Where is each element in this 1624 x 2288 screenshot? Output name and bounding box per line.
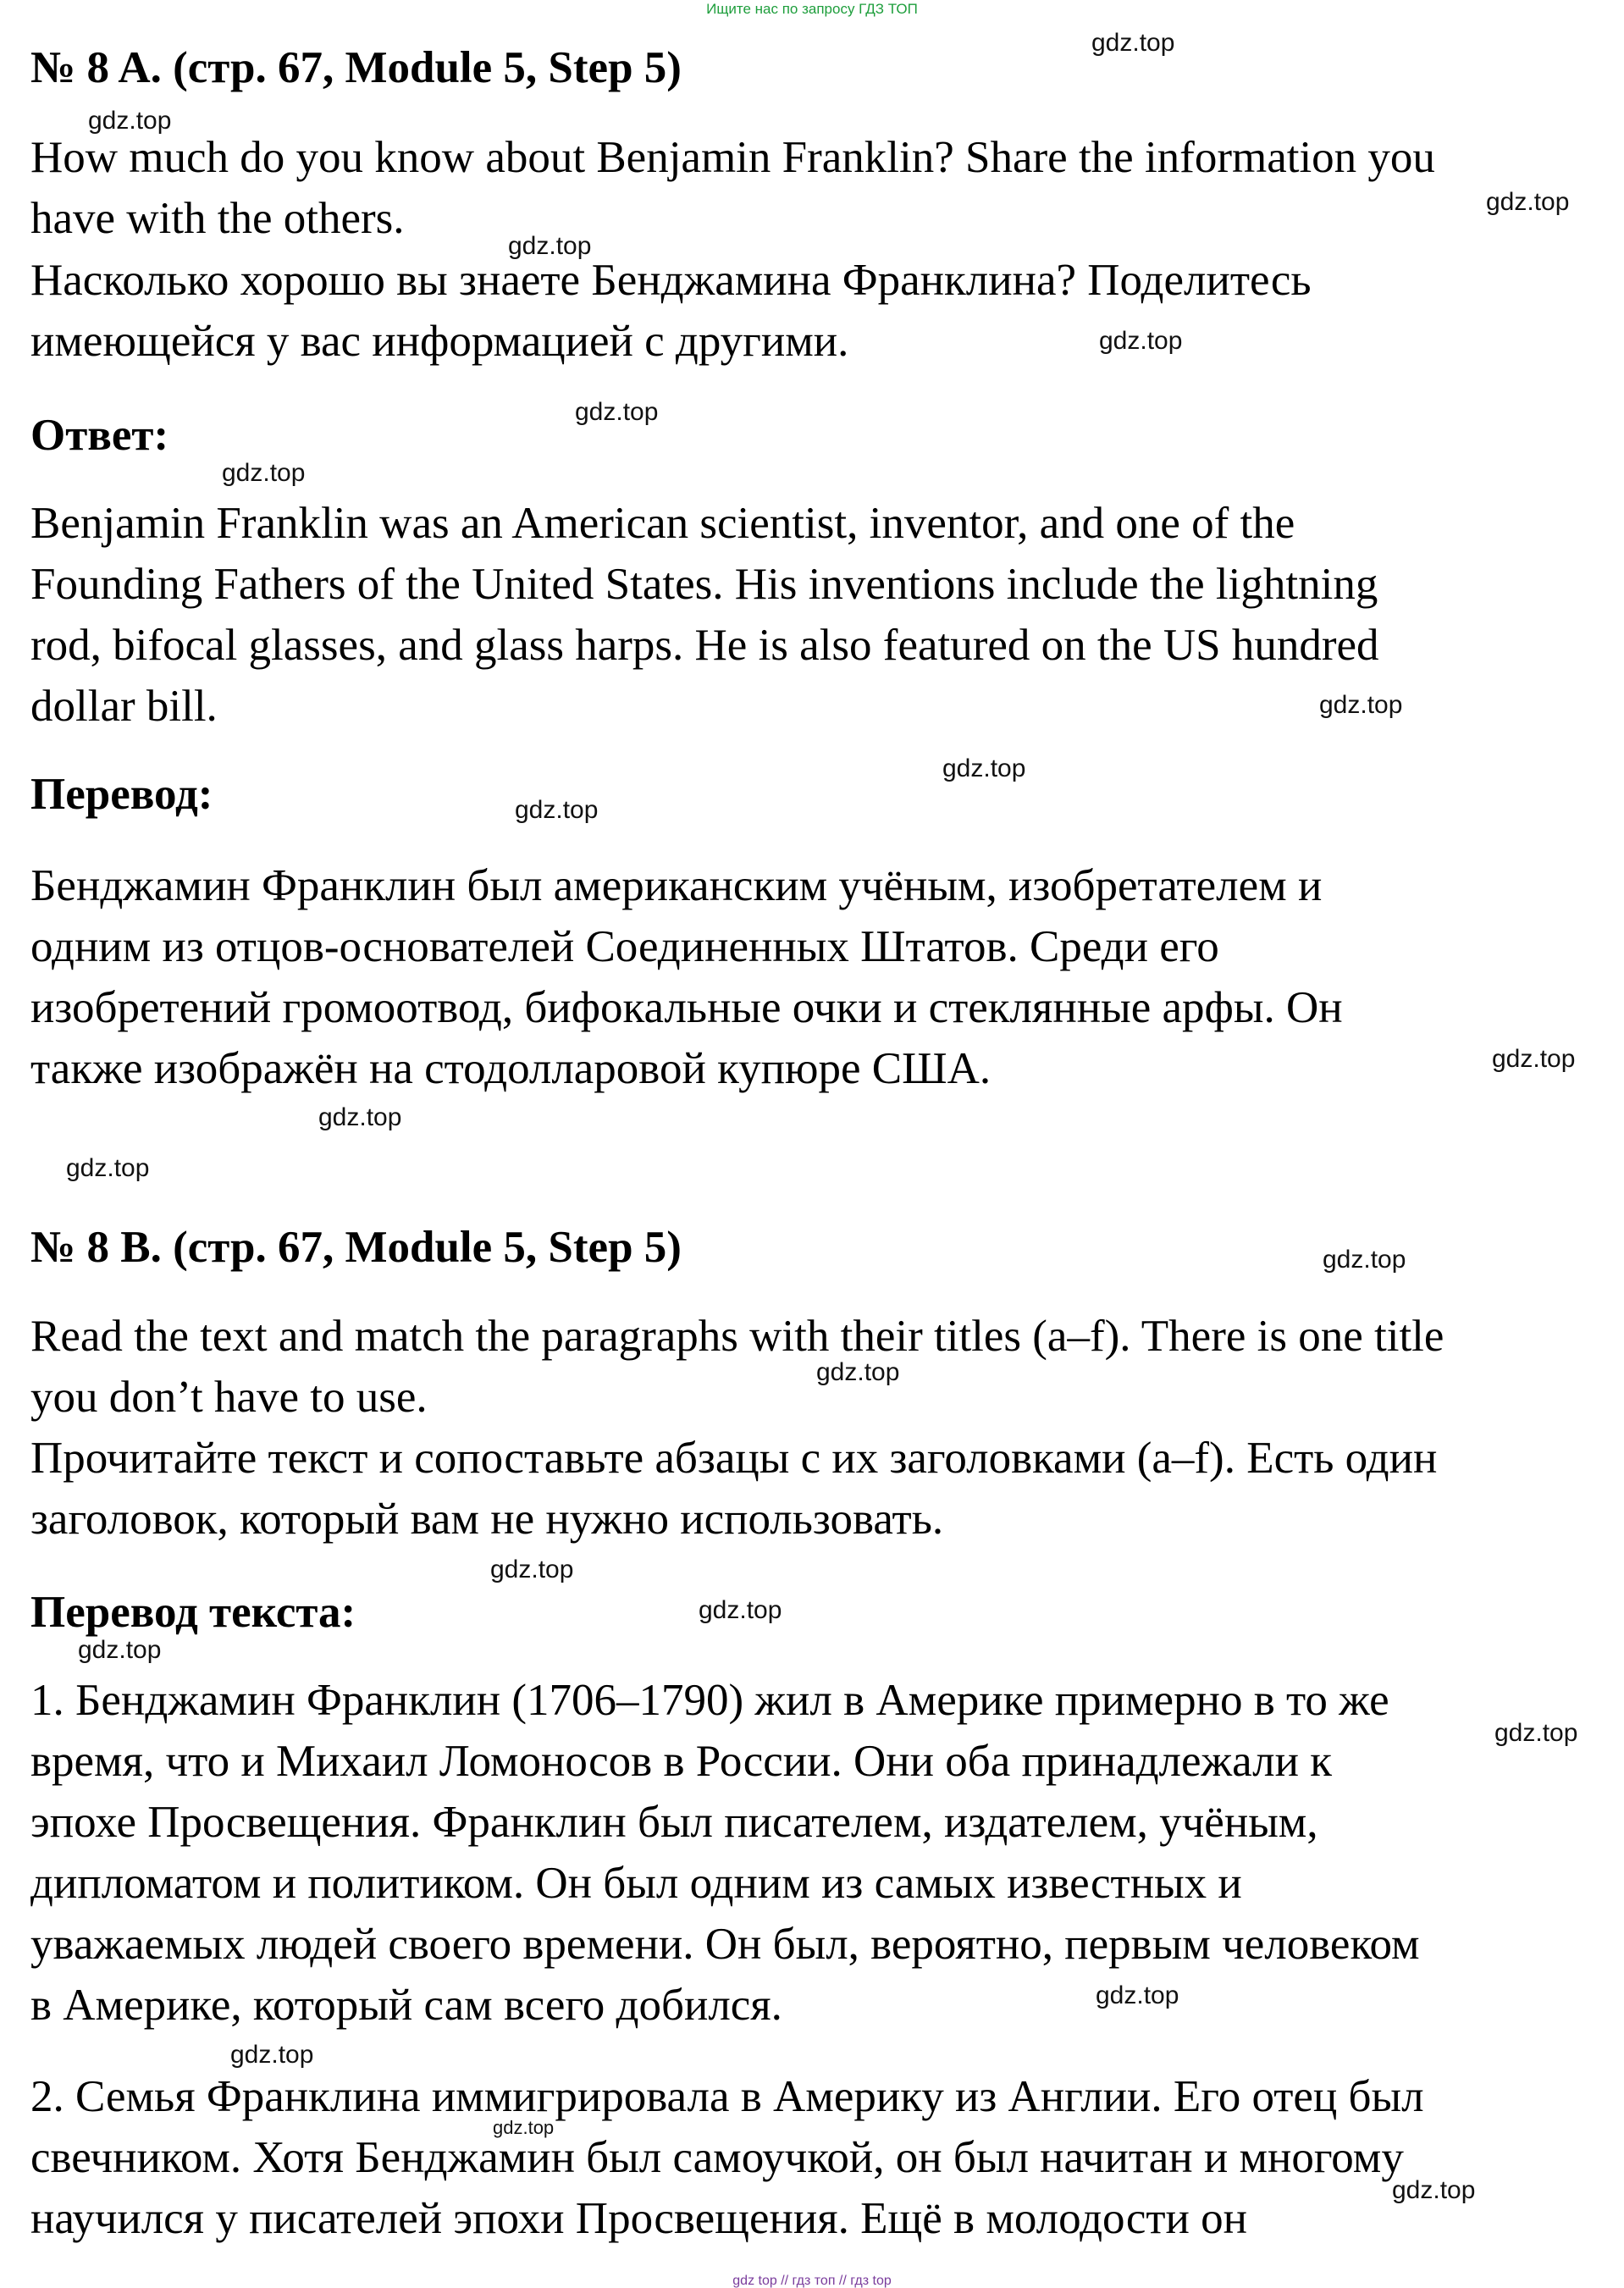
text-line: Read the text and match the paragraphs with their titles (a–f). There is one title bbox=[30, 1312, 1444, 1361]
watermark: gdz.top bbox=[230, 2041, 314, 2069]
bottom-banner[interactable]: gdz top // гдз топ // гдз top bbox=[732, 2274, 892, 2288]
text-translation-label bbox=[30, 1582, 1605, 1643]
text-line: также изображён на стодолларовой купюре США. bbox=[30, 1044, 992, 1093]
heading-text: № 8 A. (стр. 67, Module 5, Step 5) bbox=[30, 43, 682, 92]
watermark: gdz.top bbox=[222, 459, 306, 487]
text-line: How much do you know about Benjamin Franklin? Share the information you bbox=[30, 133, 1435, 182]
text-line: 2. Семья Франклина иммигрировала в Америку из Англии. Его отец был bbox=[30, 2072, 1424, 2121]
label-text: Ответ: bbox=[30, 411, 169, 460]
exercise-a-task-ru bbox=[30, 250, 1605, 372]
watermark: gdz.top bbox=[1492, 1045, 1576, 1073]
text-line: изобретений громоотвод, бифокальные очки и стеклянные арфы. Он bbox=[30, 983, 1343, 1032]
label-text: Перевод: bbox=[30, 770, 213, 819]
exercise-a-heading bbox=[30, 37, 1605, 98]
watermark: gdz.top bbox=[88, 107, 172, 135]
text-line: свечником. Хотя Бенджамин был самоучкой, он был начитан и многому bbox=[30, 2133, 1404, 2182]
watermark: gdz.top bbox=[699, 1596, 782, 1624]
paragraph-1 bbox=[30, 1670, 1605, 2036]
exercise-a-task-en bbox=[30, 127, 1605, 249]
watermark: gdz.top bbox=[493, 2117, 555, 2138]
text-line: Benjamin Franklin was an American scientist, inventor, and one of the bbox=[30, 499, 1295, 548]
text-line: уважаемых людей своего времени. Он был, вероятно, первым человеком bbox=[30, 1920, 1420, 1969]
watermark: gdz.top bbox=[78, 1636, 162, 1664]
paragraph-2 bbox=[30, 2066, 1605, 2249]
text-line: Прочитайте текст и сопоставьте абзацы с их заголовками (a–f). Есть один bbox=[30, 1434, 1438, 1483]
watermark: gdz.top bbox=[1091, 29, 1175, 57]
text-line: rod, bifocal glasses, and glass harps. He is also featured on the US hundred bbox=[30, 621, 1379, 670]
watermark: gdz.top bbox=[1486, 188, 1570, 216]
watermark: gdz.top bbox=[490, 1556, 574, 1583]
watermark: gdz.top bbox=[508, 232, 592, 260]
watermark: gdz.top bbox=[575, 398, 659, 426]
watermark: gdz.top bbox=[1494, 1719, 1578, 1747]
text-line: имеющейся у вас информацией с другими. bbox=[30, 317, 849, 366]
text-line: дипломатом и политиком. Он был одним из самых известных и bbox=[30, 1859, 1242, 1908]
text-line: время, что и Михаил Ломоносов в России. Они оба принадлежали к bbox=[30, 1737, 1332, 1786]
watermark: gdz.top bbox=[1392, 2176, 1476, 2204]
answer-label bbox=[30, 405, 1605, 466]
heading-text: № 8 B. (стр. 67, Module 5, Step 5) bbox=[30, 1223, 682, 1272]
text-line: 1. Бенджамин Франклин (1706–1790) жил в Америке примерно в то же bbox=[30, 1676, 1389, 1725]
text-line: dollar bill. bbox=[30, 682, 218, 731]
text-line: have with the others. bbox=[30, 194, 405, 243]
text-line: you don’t have to use. bbox=[30, 1373, 428, 1422]
watermark: gdz.top bbox=[515, 796, 599, 824]
watermark: gdz.top bbox=[318, 1103, 402, 1131]
text-line: Бенджамин Франклин был американским учёным, изобретателем и bbox=[30, 861, 1323, 910]
text-line: одним из отцов-основателей Соединенных Штатов. Среди его bbox=[30, 922, 1219, 971]
text-line: Насколько хорошо вы знаете Бенджамина Франклина? Поделитесь bbox=[30, 256, 1312, 305]
watermark: gdz.top bbox=[942, 754, 1026, 782]
text-line: Founding Fathers of the United States. His inventions include the lightning bbox=[30, 560, 1378, 609]
text-line: заголовок, который вам не нужно использовать. bbox=[30, 1495, 944, 1544]
text-line: в Америке, который сам всего добился. bbox=[30, 1981, 782, 2030]
watermark: gdz.top bbox=[1099, 327, 1183, 355]
top-banner[interactable]: Ищите нас по запросу ГДЗ ТОП bbox=[706, 1, 918, 17]
watermark: gdz.top bbox=[1319, 691, 1403, 719]
watermark: gdz.top bbox=[1096, 1981, 1179, 2009]
translation-label bbox=[30, 764, 1605, 825]
label-text: Перевод текста: bbox=[30, 1588, 356, 1637]
text-line: научился у писателей эпохи Просвещения. Ещё в молодости он bbox=[30, 2194, 1248, 2243]
watermark: gdz.top bbox=[1323, 1246, 1406, 1274]
watermark: gdz.top bbox=[816, 1358, 900, 1386]
exercise-b-task-ru bbox=[30, 1428, 1605, 1550]
translation-text bbox=[30, 855, 1605, 1099]
watermark: gdz.top bbox=[66, 1154, 150, 1182]
text-line: эпохе Просвещения. Франклин был писателем, издателем, учёным, bbox=[30, 1798, 1318, 1847]
